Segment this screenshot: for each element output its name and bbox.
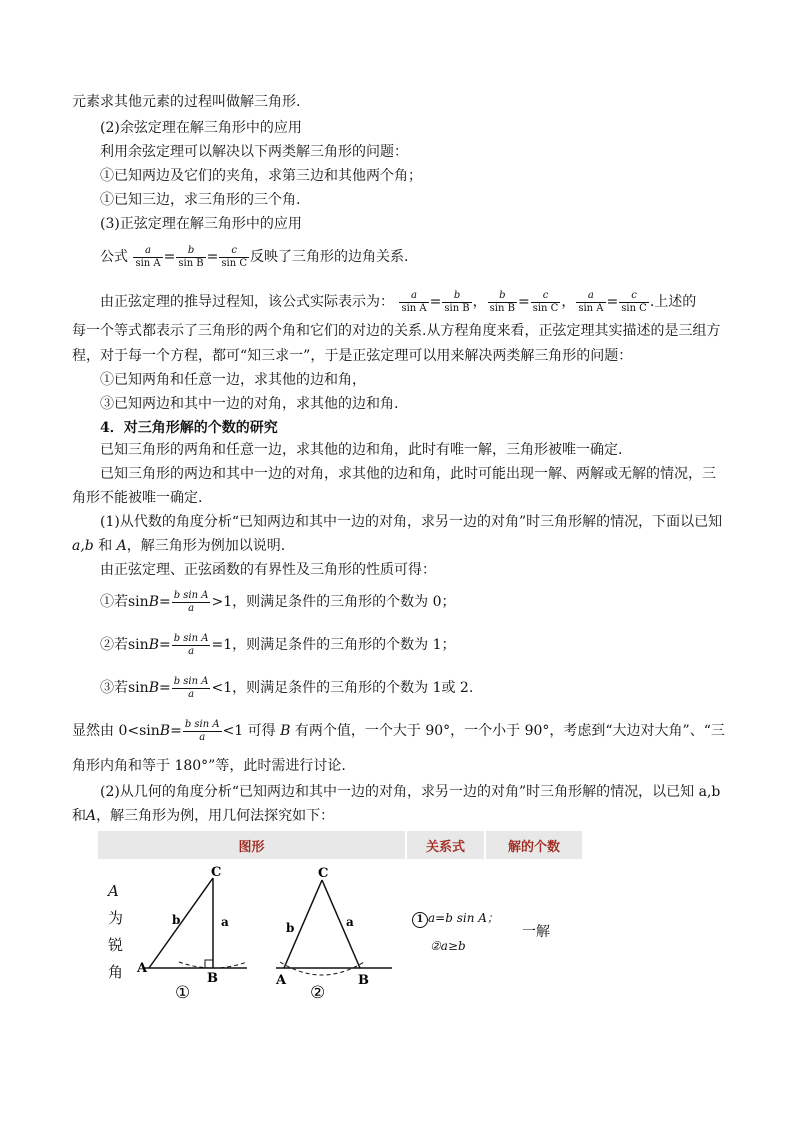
numerator: b bbox=[442, 290, 471, 303]
header-relation: 关系式 bbox=[406, 831, 485, 859]
subsection-heading: (3)正弦定理在解三角形中的应用 bbox=[100, 216, 302, 232]
side-a bbox=[322, 880, 360, 968]
text-line: 利用余弦定理可以解决以下两类解三角形的问题： bbox=[100, 144, 408, 160]
text: >1，则满足条件的三角形的个数为 0； bbox=[211, 594, 456, 610]
text: ③若sin bbox=[100, 680, 149, 696]
denominator: sin B bbox=[178, 257, 204, 269]
denominator: sin B bbox=[489, 302, 515, 314]
label-b: b bbox=[286, 921, 295, 935]
side-label: A bbox=[108, 882, 119, 900]
fraction bbox=[172, 676, 211, 701]
fraction bbox=[183, 719, 222, 744]
text: <1，则满足条件的三角形的个数为 1或 2. bbox=[211, 680, 474, 696]
text: 显然由 0<sin bbox=[72, 723, 160, 739]
fraction bbox=[576, 290, 605, 315]
fraction bbox=[442, 290, 471, 315]
header-figure: 图形 bbox=[98, 831, 406, 859]
text: =1，则满足条件的三角形的个数为 1； bbox=[211, 637, 456, 653]
text-line bbox=[72, 716, 725, 746]
text: 反映了三角形的边角关系. bbox=[250, 249, 409, 265]
text: B= bbox=[148, 637, 171, 653]
denominator: sin A bbox=[578, 302, 604, 314]
figure-number: ② bbox=[310, 983, 326, 1002]
numerator: b bbox=[488, 290, 517, 303]
denominator: a bbox=[188, 602, 195, 614]
numerator: a bbox=[399, 290, 428, 303]
circled-number: 1 bbox=[412, 912, 428, 928]
numerator: b sin A bbox=[173, 632, 209, 644]
text-line: 角形不能被唯一确定. bbox=[72, 490, 203, 506]
text: 和 bbox=[72, 808, 86, 824]
case-line bbox=[100, 630, 455, 660]
formula-line bbox=[100, 242, 408, 272]
fraction bbox=[619, 290, 649, 315]
text: <1 可得 bbox=[222, 723, 281, 739]
vertex-a: A bbox=[276, 973, 287, 988]
fraction bbox=[399, 290, 428, 315]
equals: = bbox=[517, 294, 530, 310]
text-line: (2)从几何的角度分析“已知两边和其中一边的对角，求另一边的对角”时三角形解的情况，以已知 a,b bbox=[100, 784, 721, 800]
numerator: b sin A bbox=[173, 675, 209, 687]
text: a=b sin A； bbox=[428, 911, 499, 925]
text-line: 已知三角形的两边和其中一边的对角，求其他的边和角，此时可能出现一解、两解或无解的情况，三 bbox=[100, 466, 716, 482]
formula-line bbox=[100, 287, 696, 317]
fraction bbox=[219, 245, 249, 270]
vertex-a: A bbox=[137, 961, 148, 976]
denominator: sin C bbox=[621, 302, 647, 314]
list-item: ③已知两边和其中一边的对角，求其他的边和角. bbox=[100, 396, 399, 412]
vertex-c: C bbox=[211, 865, 222, 880]
list-item: ①已知两角和任意一边，求其他的边和角， bbox=[100, 372, 366, 388]
text: B= bbox=[148, 680, 171, 696]
comma: ， bbox=[472, 294, 487, 310]
fraction bbox=[172, 633, 211, 658]
text: ①若sin bbox=[100, 594, 149, 610]
text: 由正弦定理的推导过程知，该公式实际表示为： bbox=[100, 294, 394, 310]
analysis-table-header bbox=[98, 831, 582, 859]
text: ，解三角形为例加以说明. bbox=[126, 538, 286, 554]
numerator: a bbox=[133, 245, 162, 258]
text: B bbox=[280, 723, 291, 739]
list-item: ①已知三边，求三角形的三个角. bbox=[100, 192, 301, 208]
text: ，解三角形为例，用几何法探究如下： bbox=[96, 808, 335, 824]
label-a: a bbox=[221, 915, 229, 929]
label-b: b bbox=[172, 913, 181, 927]
text: 有两个值，一个大于 90°，一个小于 90°，考虑到“大边对大角”、“三 bbox=[290, 723, 725, 739]
comma: ， bbox=[561, 294, 576, 310]
numerator: b sin A bbox=[184, 718, 220, 730]
side-label: 为 bbox=[108, 909, 124, 927]
text-line bbox=[72, 536, 285, 556]
fraction bbox=[172, 590, 211, 615]
fraction bbox=[176, 245, 205, 270]
text-line: 每一个等式都表示了三角形的两个角和它们的对边的关系.从方程角度来看，正弦定理其实描述的是三组方 bbox=[72, 323, 721, 339]
numerator: b bbox=[176, 245, 205, 258]
text-line: 程，对于每一个方程，都可“知三求一”，于是正弦定理可以用来解决两类解三角形的问题： bbox=[72, 348, 633, 364]
text-line: 已知三角形的两角和任意一边，求其他的边和角，此时有唯一解，三角形被唯一确定. bbox=[100, 442, 623, 458]
fraction bbox=[531, 290, 561, 315]
denominator: sin B bbox=[444, 302, 470, 314]
text: 和 bbox=[93, 538, 117, 554]
numerator: c bbox=[531, 290, 561, 303]
numerator: a bbox=[576, 290, 605, 303]
equals: = bbox=[206, 249, 219, 265]
subsection-heading: (2)余弦定理在解三角形中的应用 bbox=[100, 120, 302, 136]
figure-number: ① bbox=[175, 983, 191, 1002]
denominator: sin A bbox=[135, 257, 161, 269]
relation-1 bbox=[412, 908, 499, 928]
denominator: a bbox=[188, 688, 195, 700]
numerator: b sin A bbox=[173, 589, 209, 601]
text: B= bbox=[148, 594, 171, 610]
fraction bbox=[133, 245, 162, 270]
vertex-b: B bbox=[207, 971, 218, 986]
numerator: c bbox=[219, 245, 249, 258]
text: 公式 bbox=[100, 249, 128, 265]
text: a,b bbox=[72, 538, 94, 554]
side-label: 锐 bbox=[108, 936, 124, 954]
denominator: a bbox=[188, 645, 195, 657]
right-angle-mark bbox=[205, 960, 213, 968]
figure-isosceles-triangle bbox=[270, 862, 395, 1002]
text: A bbox=[116, 538, 127, 554]
case-line bbox=[100, 673, 473, 703]
text: B= bbox=[159, 723, 182, 739]
denominator: sin C bbox=[221, 257, 248, 269]
text: A bbox=[86, 808, 97, 824]
text: ②若sin bbox=[100, 637, 149, 653]
text-line: 角形内角和等于 180°”等，此时需进行讨论. bbox=[72, 758, 346, 774]
label-a: a bbox=[346, 915, 354, 929]
header-solution-count: 解的个数 bbox=[485, 831, 582, 859]
solution-count: 一解 bbox=[522, 924, 550, 940]
text-line: 由正弦定理、正弦函数的有界性及三角形的性质可得： bbox=[100, 562, 436, 578]
text-line: 元素求其他元素的过程叫做解三角形. bbox=[72, 94, 301, 110]
equals: = bbox=[429, 294, 442, 310]
side-label: 角 bbox=[108, 963, 124, 981]
case-line bbox=[100, 587, 455, 617]
list-item: ①已知两边及它们的夹角，求第三边和其他两个角； bbox=[100, 168, 422, 184]
text: .上述的 bbox=[649, 294, 697, 310]
section-heading: 4．对三角形解的个数的研究 bbox=[100, 420, 278, 436]
denominator: sin C bbox=[532, 302, 559, 314]
equals: = bbox=[606, 294, 619, 310]
denominator: sin A bbox=[401, 302, 427, 314]
text-line: (1)从代数的角度分析“已知两边和其中一边的对角，求另一边的对角”时三角形解的情况，下面以已知 bbox=[100, 514, 723, 530]
figure-right-triangle bbox=[135, 862, 255, 1002]
vertex-c: C bbox=[318, 866, 329, 881]
side-b bbox=[149, 878, 213, 968]
denominator: a bbox=[199, 731, 206, 743]
numerator: c bbox=[619, 290, 649, 303]
relation-2: ②a≥b bbox=[430, 939, 466, 953]
vertex-b: B bbox=[358, 973, 369, 988]
text-line bbox=[72, 806, 334, 826]
fraction bbox=[488, 290, 517, 315]
equals: = bbox=[163, 249, 176, 265]
